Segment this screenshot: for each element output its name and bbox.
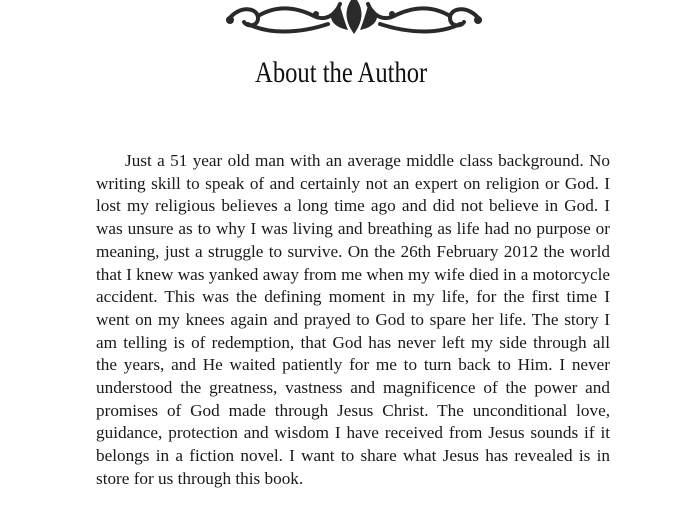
flourish-ornament-icon	[218, 0, 490, 40]
author-bio-paragraph: Just a 51 year old man with an average middle class background. No writing skill to speak of and certainly not an expert on religion or God. I lost my religious believes a long time ago and did not believe in God. I was unsure as to why I was living and breathing as life had no purpose or meaning, just a struggle to survive. On the 26th February 2012 the world that I knew was yanked away from me when my wife died in a motorcycle accident. This was the defining moment in my life, for the first time I went on my knees again and prayed to God to spare her life. The story I am telling is of redemption, that God has never left my side through all the years, and He waited patiently for me to turn back to Him. I never understood the greatness, vastness and magnificence of the power and promises of God made through Jesus Christ. The unconditional love, guidance, protection and wisdom I have received from Jesus sounds if it belongs in a fiction novel. I want to share what Jesus has revealed is in store for us through this book.	[96, 151, 610, 488]
page-title: About the Author	[255, 56, 428, 89]
